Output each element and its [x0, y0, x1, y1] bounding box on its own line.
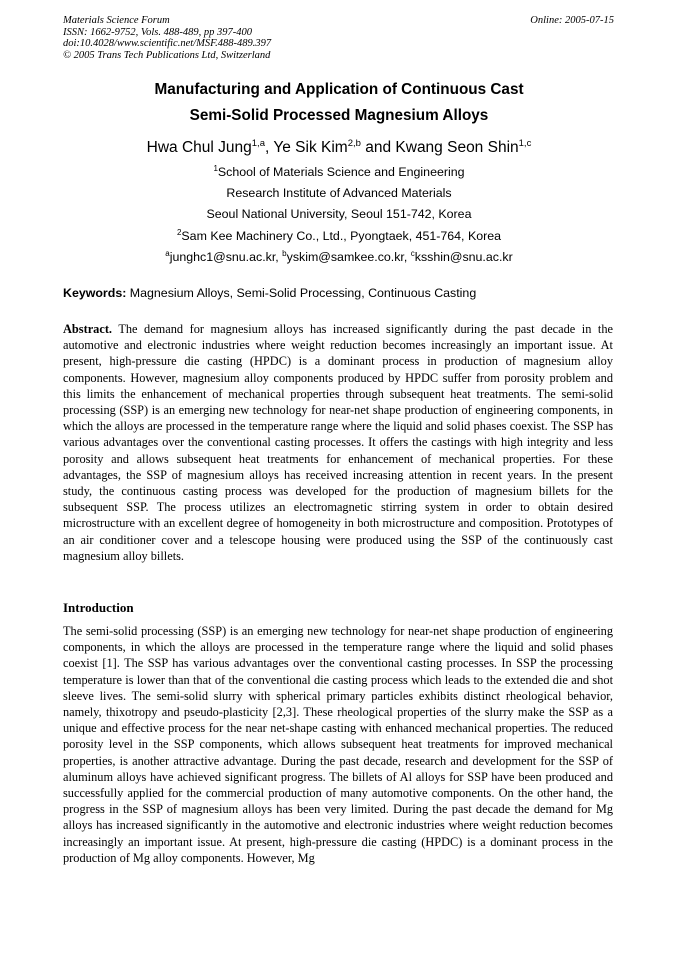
keywords-label: Keywords: — [63, 286, 127, 300]
author-name: Kwang Seon Shin — [395, 139, 519, 157]
journal-name: Materials Science Forum — [63, 15, 170, 26]
journal-header — [63, 15, 271, 61]
author-superscript: 1,a — [251, 138, 265, 149]
affiliation-text: School of Materials Science and Engineering — [217, 165, 465, 180]
email-link[interactable]: junghc1@snu.ac.kr, — [169, 250, 283, 265]
email-link[interactable]: ksshin@snu.ac.kr — [414, 250, 513, 265]
email-superscript: b — [282, 249, 287, 258]
affiliation-text: Sam Kee Machinery Co., Ltd., Pyongtaek, 451-764, Korea — [181, 229, 502, 244]
paper-title-line-1: Manufacturing and Application of Continuous Cast — [154, 81, 524, 98]
abstract-paragraph — [63, 321, 613, 564]
online-date: Online: 2005-07-15 — [530, 15, 614, 26]
keywords-text: Magnesium Alloys, Semi-Solid Processing, Continuous Casting — [126, 286, 477, 300]
keywords — [63, 286, 476, 300]
email-link[interactable]: yskim@samkee.co.kr, — [286, 250, 411, 265]
introduction-heading: Introduction — [63, 600, 134, 615]
author-name: Hwa Chul Jung — [146, 139, 252, 157]
paper-title-line-2: Semi-Solid Processed Magnesium Alloys — [189, 107, 489, 124]
affiliation-superscript: 1 — [213, 164, 218, 173]
author-separator: and — [360, 139, 396, 157]
author-name: Ye Sik Kim — [273, 139, 348, 157]
affiliation-2 — [0, 228, 678, 243]
email-superscript: a — [165, 249, 170, 258]
author-superscript: 2,b — [347, 138, 361, 149]
affiliation-superscript: 2 — [176, 228, 182, 237]
affiliation-1 — [0, 164, 678, 179]
affiliation-1-line-3: Seoul National University, Seoul 151-742, Korea — [206, 207, 472, 221]
journal-doi[interactable]: doi:10.4028/www.scientific.net/MSF.488-489.397 — [63, 38, 272, 49]
affiliation-1-line-2: Research Institute of Advanced Materials — [226, 186, 452, 200]
journal-issn: ISSN: 1662-9752, Vols. 488-489, pp 397-400 — [63, 26, 252, 38]
email-superscript: c — [410, 249, 415, 258]
author-emails — [0, 249, 678, 264]
abstract-text: The demand for magnesium alloys has increased significantly during the past decade in the automotive and electronic industries where weight reduction becomes increasingly an important issue. At present, high-pressure die casting (HPDC) is a dominant process in production of magnesium alloy components. However, magnesium alloy components produced by HPDC suffer from porosity problem and this limits the enhancement of mechanical properties through subsequent heat treatments. The semi-solid processing (SSP) is an emerging new technology for near-net shape production of engineering components, in which the alloys are processed in the temperature range where the liquid and solid phases coexist. The SSP has various advantages over the conventional casting processes. It offers the castings with high integrity and less porosity and allows subsequent heat treatments for enhancement of mechanical properties. For these advantages, the SSP of magnesium alloys has received increasing attention in recent years. In the present study, the continuous casting process was developed for the production of magnesium billets for the subsequent SSP. The process utilizes an electromagnetic stirring system in order to obtain desired microstructure with an excellent degree of homogeneity in both microstructure and composition. Prototypes of an air conditioner cover and a telescope housing were produced using the SSP of the continuously cast magnesium alloy billets. — [63, 322, 613, 563]
author-separator: , — [264, 139, 274, 157]
author-superscript: 1,c — [518, 138, 532, 149]
introduction-paragraph: The semi-solid processing (SSP) is an emerging new technology for near-net shape production of engineering components, in which the alloys are processed in the temperature range where the liquid and solid phases coexist [1]. The SSP has various advantages over the conventional casting processes. In SSP the processing temperature is lower than that of the conventional die casting process which leads to the extended die and shot sleeve lives. The semi-solid slurry with spherical primary particles exhibits distinct rheological behavior, namely, thixotropy and pseudo-plasticity [2,3]. These rheological properties of the slurry make the SSP as a unique and effective process for the near net-shape casting with enhanced mechanical properties. The reduced porosity level in the SSP components, which allows subsequent heat treatments for improved mechanical properties, is another attractive advantage. During the past decade, research and development for the SSP of aluminum alloys have achieved significant progress. The billets of Al alloys for SSP have been produced and successfully applied for the commercial production of many automotive components. On the other hand, the progress in the SSP of magnesium alloys has been very limited. During the past decade the demand for Mg alloys has increased significantly in the automotive and electronic industries where weight reduction becomes increasingly an important issue. At present, high-pressure die casting (HPDC) is a dominant process in the production of Mg alloy components. However, Mg — [63, 624, 613, 865]
abstract-label: Abstract. — [63, 322, 113, 336]
author-list — [0, 138, 678, 157]
journal-copyright: © 2005 Trans Tech Publications Ltd, Switzerland — [63, 49, 271, 61]
